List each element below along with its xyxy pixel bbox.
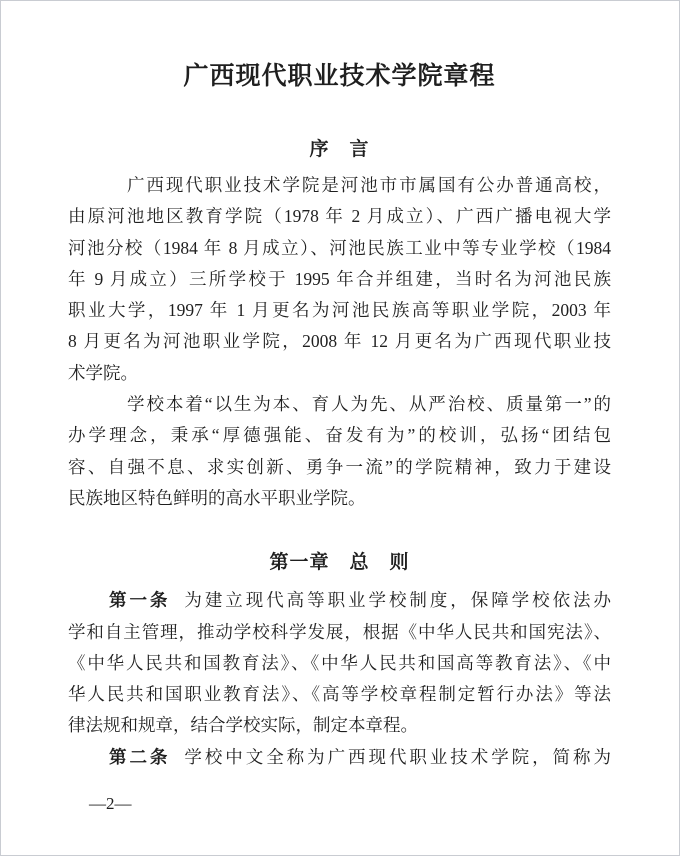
preface-body: [68, 170, 611, 514]
article-1-label: 第一条: [109, 590, 171, 611]
chapter-heading: 第一章 总 则: [269, 552, 410, 574]
text-line: 年 9 月成立）三所学校于 1995 年合并组建，当时名为河池民族: [68, 268, 611, 289]
text-line: 办学理念，秉承“厚德强能、奋发有为”的校训，弘扬“团结包: [68, 425, 611, 446]
text-line: 8 月更名为河池职业学院，2008 年 12 月更名为广西现代职业技: [68, 331, 611, 352]
text-line: 华人民共和国职业教育法》、《高等学校章程制定暂行办法》等法: [68, 684, 611, 705]
text-line: 容、自强不息、求实创新、勇争一流”的学院精神，致力于建设: [68, 456, 611, 477]
text-line: [68, 742, 611, 773]
text-line: 术学院。: [68, 362, 138, 383]
text-line: 《中华人民共和国教育法》、《中华人民共和国高等教育法》、《中: [68, 652, 611, 673]
doc-title: 广西现代职业技术学院章程: [183, 63, 496, 90]
text-line: 广西现代职业技术学院是河池市市属国有公办普通高校，: [127, 175, 611, 195]
text-line: 由原河池地区教育学院（1978 年 2 月成立）、广西广播电视大学: [68, 206, 611, 227]
text-line: 河池分校（1984 年 8 月成立）、河池民族工业中等专业学校（1984: [68, 237, 611, 258]
text-line: 学校本着“以生为本、育人为先、从严治校、质量第一”的: [127, 394, 611, 415]
articles-body: [68, 585, 611, 773]
article-2-text: 学校中文全称为广西现代职业技术学院，简称为: [184, 746, 611, 767]
page-content: [1, 63, 679, 773]
preface-heading: 序 言: [309, 139, 370, 160]
page-number: —2—: [89, 794, 132, 813]
text-line: 民族地区特色鲜明的高水平职业学院。: [68, 487, 366, 508]
article-1-text: 为建立现代高等职业学校制度，保障学校依法办: [184, 590, 611, 611]
text-line: 职业大学，1997 年 1 月更名为河池民族高等职业学院，2003 年: [68, 300, 611, 321]
text-line: 律法规和规章，结合学校实际，制定本章程。: [68, 715, 418, 736]
article-2-label: 第二条: [109, 746, 171, 767]
text-line: [68, 585, 611, 616]
text-line: 学和自主管理，推动学校科学发展，根据《中华人民共和国宪法》、: [68, 621, 611, 642]
